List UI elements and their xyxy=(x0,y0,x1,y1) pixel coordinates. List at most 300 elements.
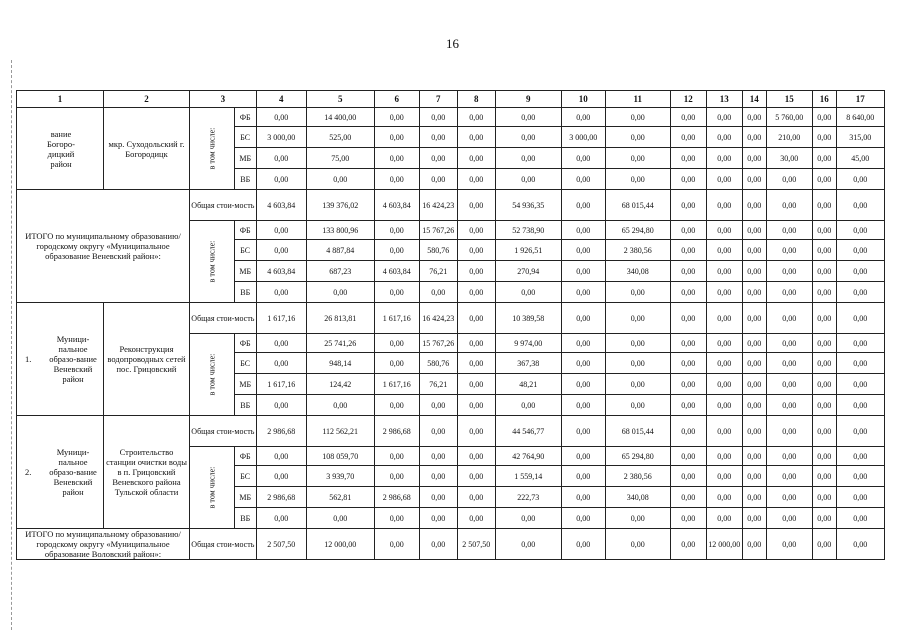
value-cell: 0,00 xyxy=(670,190,706,221)
value-cell: 8 640,00 xyxy=(836,108,884,127)
value-cell: 0,00 xyxy=(812,261,836,282)
value-cell: 0,00 xyxy=(457,148,495,169)
value-cell: 48,21 xyxy=(495,374,561,395)
value-cell: 0,00 xyxy=(706,353,742,374)
value-cell: 525,00 xyxy=(306,127,374,148)
fund-label: БС xyxy=(234,127,256,148)
column-number-13: 13 xyxy=(706,91,742,108)
value-cell: 0,00 xyxy=(605,127,670,148)
value-cell: 0,00 xyxy=(419,447,457,466)
value-cell: 0,00 xyxy=(742,447,766,466)
value-cell: 0,00 xyxy=(742,353,766,374)
value-cell: 76,21 xyxy=(419,374,457,395)
value-cell: 0,00 xyxy=(836,374,884,395)
value-cell: 76,21 xyxy=(419,261,457,282)
value-cell: 0,00 xyxy=(836,169,884,190)
value-cell: 2 507,50 xyxy=(256,529,306,560)
table-row xyxy=(17,416,885,447)
fund-label: БС xyxy=(234,240,256,261)
value-cell: 0,00 xyxy=(561,334,605,353)
value-cell: 0,00 xyxy=(742,221,766,240)
column-number-10: 10 xyxy=(561,91,605,108)
value-cell: 0,00 xyxy=(561,466,605,487)
value-cell: 0,00 xyxy=(706,190,742,221)
municipality-label: Муници-пальное образо-вание Веневский район xyxy=(49,447,97,497)
value-cell: 0,00 xyxy=(836,353,884,374)
value-cell: 0,00 xyxy=(419,282,457,303)
value-cell: 0,00 xyxy=(457,508,495,529)
value-cell: 0,00 xyxy=(374,353,419,374)
value-cell: 0,00 xyxy=(766,416,812,447)
column-number-12: 12 xyxy=(670,91,706,108)
value-cell: 0,00 xyxy=(561,374,605,395)
value-cell: 0,00 xyxy=(742,416,766,447)
value-cell: 112 562,21 xyxy=(306,416,374,447)
value-cell: 0,00 xyxy=(766,282,812,303)
value-cell: 210,00 xyxy=(766,127,812,148)
fund-label: ВБ xyxy=(234,282,256,303)
value-cell: 0,00 xyxy=(561,169,605,190)
value-cell: 0,00 xyxy=(605,395,670,416)
column-number-16: 16 xyxy=(812,91,836,108)
fund-label: МБ xyxy=(234,148,256,169)
value-cell: 2 380,56 xyxy=(605,466,670,487)
value-cell: 0,00 xyxy=(419,416,457,447)
value-cell: 0,00 xyxy=(561,261,605,282)
value-cell: 0,00 xyxy=(670,487,706,508)
value-cell: 42 764,90 xyxy=(495,447,561,466)
value-cell: 0,00 xyxy=(742,169,766,190)
value-cell: 30,00 xyxy=(766,148,812,169)
value-cell: 0,00 xyxy=(742,508,766,529)
value-cell: 0,00 xyxy=(605,334,670,353)
value-cell: 948,14 xyxy=(306,353,374,374)
column-number-2: 2 xyxy=(104,91,190,108)
value-cell: 0,00 xyxy=(457,169,495,190)
value-cell: 0,00 xyxy=(561,190,605,221)
value-cell: 0,00 xyxy=(706,240,742,261)
value-cell: 0,00 xyxy=(812,334,836,353)
value-cell: 0,00 xyxy=(812,353,836,374)
column-number-9: 9 xyxy=(495,91,561,108)
value-cell: 54 936,35 xyxy=(495,190,561,221)
value-cell: 0,00 xyxy=(374,221,419,240)
value-cell: 0,00 xyxy=(561,487,605,508)
column-number-4: 4 xyxy=(256,91,306,108)
table-row xyxy=(17,529,885,560)
value-cell: 0,00 xyxy=(670,374,706,395)
column-number-6: 6 xyxy=(374,91,419,108)
value-cell: 9 974,00 xyxy=(495,334,561,353)
value-cell: 0,00 xyxy=(670,221,706,240)
fund-label: БС xyxy=(234,353,256,374)
municipality-name xyxy=(17,108,104,190)
value-cell: 367,38 xyxy=(495,353,561,374)
value-cell: 0,00 xyxy=(419,508,457,529)
municipality-name xyxy=(17,303,104,416)
municipality-name xyxy=(17,416,104,529)
value-cell: 15 767,26 xyxy=(419,221,457,240)
value-cell: 0,00 xyxy=(706,169,742,190)
value-cell: 0,00 xyxy=(561,416,605,447)
value-cell: 108 059,70 xyxy=(306,447,374,466)
value-cell: 1 617,16 xyxy=(256,303,306,334)
value-cell: 0,00 xyxy=(419,529,457,560)
fund-label: ФБ xyxy=(234,447,256,466)
value-cell: 315,00 xyxy=(836,127,884,148)
value-cell: 14 400,00 xyxy=(306,108,374,127)
value-cell: 0,00 xyxy=(605,529,670,560)
value-cell: 0,00 xyxy=(374,508,419,529)
value-cell: 0,00 xyxy=(605,303,670,334)
section-total-title: ИТОГО по муниципальному образованию/ городскому округу «Муниципальное образование Воловский район»: xyxy=(17,529,190,560)
value-cell: 0,00 xyxy=(457,416,495,447)
value-cell: 0,00 xyxy=(256,148,306,169)
value-cell: 0,00 xyxy=(670,240,706,261)
value-cell: 0,00 xyxy=(742,127,766,148)
value-cell: 0,00 xyxy=(836,529,884,560)
value-cell: 0,00 xyxy=(256,334,306,353)
value-cell: 2 986,68 xyxy=(256,416,306,447)
value-cell: 0,00 xyxy=(812,148,836,169)
value-cell: 0,00 xyxy=(812,395,836,416)
total-cost-label: Общая стои-мость xyxy=(190,529,257,560)
value-cell: 0,00 xyxy=(766,190,812,221)
value-cell: 0,00 xyxy=(457,447,495,466)
value-cell: 68 015,44 xyxy=(605,190,670,221)
value-cell: 0,00 xyxy=(742,190,766,221)
value-cell: 562,81 xyxy=(306,487,374,508)
value-cell: 0,00 xyxy=(457,374,495,395)
value-cell: 4 603,84 xyxy=(374,261,419,282)
value-cell: 0,00 xyxy=(742,303,766,334)
fund-label: МБ xyxy=(234,374,256,395)
value-cell: 0,00 xyxy=(457,395,495,416)
value-cell: 0,00 xyxy=(561,395,605,416)
value-cell: 0,00 xyxy=(836,447,884,466)
value-cell: 0,00 xyxy=(306,282,374,303)
value-cell: 0,00 xyxy=(457,108,495,127)
value-cell: 0,00 xyxy=(706,416,742,447)
value-cell: 0,00 xyxy=(742,529,766,560)
value-cell: 65 294,80 xyxy=(605,447,670,466)
fund-label: ВБ xyxy=(234,508,256,529)
vertical-label-text: в том числе: xyxy=(207,466,217,509)
page-number: 16 xyxy=(446,36,459,51)
value-cell: 0,00 xyxy=(670,303,706,334)
column-number-5: 5 xyxy=(306,91,374,108)
value-cell: 5 760,00 xyxy=(766,108,812,127)
value-cell: 0,00 xyxy=(457,466,495,487)
row-number: 1. xyxy=(25,354,32,364)
value-cell: 0,00 xyxy=(766,447,812,466)
value-cell: 0,00 xyxy=(812,127,836,148)
value-cell: 0,00 xyxy=(256,508,306,529)
value-cell: 0,00 xyxy=(812,466,836,487)
value-cell: 15 767,26 xyxy=(419,334,457,353)
value-cell: 0,00 xyxy=(605,282,670,303)
value-cell: 2 986,68 xyxy=(256,487,306,508)
value-cell: 1 926,51 xyxy=(495,240,561,261)
value-cell: 0,00 xyxy=(812,374,836,395)
object-name: Реконструкция водопроводных сетей пос. Грицовский xyxy=(104,303,190,416)
value-cell: 1 617,16 xyxy=(256,374,306,395)
value-cell: 0,00 xyxy=(742,487,766,508)
table-header-row xyxy=(17,91,885,108)
value-cell: 0,00 xyxy=(419,395,457,416)
value-cell: 0,00 xyxy=(812,508,836,529)
value-cell: 0,00 xyxy=(374,395,419,416)
value-cell: 0,00 xyxy=(670,466,706,487)
fund-label: БС xyxy=(234,466,256,487)
value-cell: 0,00 xyxy=(374,447,419,466)
value-cell: 0,00 xyxy=(706,447,742,466)
value-cell: 68 015,44 xyxy=(605,416,670,447)
value-cell: 0,00 xyxy=(706,261,742,282)
value-cell: 0,00 xyxy=(374,127,419,148)
value-cell: 0,00 xyxy=(256,169,306,190)
value-cell: 340,08 xyxy=(605,261,670,282)
value-cell: 0,00 xyxy=(495,148,561,169)
value-cell: 0,00 xyxy=(766,261,812,282)
value-cell: 0,00 xyxy=(812,447,836,466)
value-cell: 0,00 xyxy=(670,261,706,282)
value-cell: 1 617,16 xyxy=(374,374,419,395)
value-cell: 0,00 xyxy=(836,282,884,303)
value-cell: 0,00 xyxy=(766,334,812,353)
value-cell: 0,00 xyxy=(836,416,884,447)
value-cell: 0,00 xyxy=(561,108,605,127)
table-row xyxy=(17,190,885,221)
vertical-label-text: в том числе: xyxy=(207,353,217,396)
column-number-3: 3 xyxy=(190,91,257,108)
value-cell: 0,00 xyxy=(836,240,884,261)
value-cell: 0,00 xyxy=(706,127,742,148)
value-cell: 0,00 xyxy=(495,529,561,560)
value-cell: 0,00 xyxy=(706,282,742,303)
value-cell: 0,00 xyxy=(457,334,495,353)
value-cell: 0,00 xyxy=(561,529,605,560)
value-cell: 0,00 xyxy=(742,148,766,169)
value-cell: 0,00 xyxy=(495,108,561,127)
municipality-label: вание Богоро-дицкий район xyxy=(47,128,75,169)
value-cell: 0,00 xyxy=(495,127,561,148)
value-cell: 0,00 xyxy=(836,190,884,221)
value-cell: 0,00 xyxy=(419,148,457,169)
table-row xyxy=(17,108,885,127)
value-cell: 0,00 xyxy=(457,240,495,261)
value-cell: 0,00 xyxy=(812,416,836,447)
value-cell: 0,00 xyxy=(836,466,884,487)
value-cell: 3 000,00 xyxy=(561,127,605,148)
binding-margin-line xyxy=(11,60,12,630)
value-cell: 0,00 xyxy=(836,334,884,353)
value-cell: 0,00 xyxy=(836,221,884,240)
value-cell: 0,00 xyxy=(306,395,374,416)
value-cell: 26 813,81 xyxy=(306,303,374,334)
value-cell: 16 424,23 xyxy=(419,303,457,334)
value-cell: 0,00 xyxy=(706,374,742,395)
value-cell: 0,00 xyxy=(256,221,306,240)
value-cell: 0,00 xyxy=(742,282,766,303)
vertical-label-in-total xyxy=(190,108,235,190)
column-number-15: 15 xyxy=(766,91,812,108)
value-cell: 45,00 xyxy=(836,148,884,169)
value-cell: 0,00 xyxy=(306,169,374,190)
value-cell: 0,00 xyxy=(457,282,495,303)
column-number-7: 7 xyxy=(419,91,457,108)
total-cost-label: Общая стои-мость xyxy=(190,303,257,334)
value-cell: 75,00 xyxy=(306,148,374,169)
object-name: мкр. Суходольский г. Богородицк xyxy=(104,108,190,190)
value-cell: 12 000,00 xyxy=(706,529,742,560)
value-cell: 0,00 xyxy=(812,169,836,190)
value-cell: 0,00 xyxy=(706,148,742,169)
value-cell: 0,00 xyxy=(561,221,605,240)
value-cell: 0,00 xyxy=(706,303,742,334)
column-number-8: 8 xyxy=(457,91,495,108)
value-cell: 0,00 xyxy=(836,395,884,416)
value-cell: 0,00 xyxy=(836,303,884,334)
value-cell: 0,00 xyxy=(706,334,742,353)
value-cell: 0,00 xyxy=(706,487,742,508)
row-number: 2. xyxy=(25,467,32,477)
value-cell: 0,00 xyxy=(742,334,766,353)
value-cell: 4 603,84 xyxy=(256,261,306,282)
value-cell: 0,00 xyxy=(706,508,742,529)
value-cell: 0,00 xyxy=(419,487,457,508)
value-cell: 340,08 xyxy=(605,487,670,508)
value-cell: 2 380,56 xyxy=(605,240,670,261)
value-cell: 0,00 xyxy=(457,127,495,148)
value-cell: 133 800,96 xyxy=(306,221,374,240)
fund-label: ФБ xyxy=(234,108,256,127)
value-cell: 0,00 xyxy=(766,487,812,508)
value-cell: 0,00 xyxy=(457,261,495,282)
value-cell: 0,00 xyxy=(812,529,836,560)
value-cell: 0,00 xyxy=(605,353,670,374)
value-cell: 0,00 xyxy=(605,148,670,169)
value-cell: 0,00 xyxy=(374,282,419,303)
value-cell: 0,00 xyxy=(742,395,766,416)
value-cell: 10 389,58 xyxy=(495,303,561,334)
value-cell: 0,00 xyxy=(457,487,495,508)
value-cell: 4 603,84 xyxy=(374,190,419,221)
value-cell: 0,00 xyxy=(670,148,706,169)
value-cell: 1 559,14 xyxy=(495,466,561,487)
value-cell: 0,00 xyxy=(561,447,605,466)
value-cell: 0,00 xyxy=(419,466,457,487)
value-cell: 0,00 xyxy=(670,447,706,466)
value-cell: 0,00 xyxy=(256,395,306,416)
value-cell: 52 738,90 xyxy=(495,221,561,240)
value-cell: 0,00 xyxy=(419,169,457,190)
value-cell: 0,00 xyxy=(374,169,419,190)
object-name: Строительство станции очистки воды в п. Грицовский Веневского района Тульской области xyxy=(104,416,190,529)
value-cell: 16 424,23 xyxy=(419,190,457,221)
value-cell: 0,00 xyxy=(374,334,419,353)
value-cell: 687,23 xyxy=(306,261,374,282)
value-cell: 0,00 xyxy=(836,508,884,529)
value-cell: 0,00 xyxy=(256,353,306,374)
value-cell: 0,00 xyxy=(812,108,836,127)
value-cell: 4 887,84 xyxy=(306,240,374,261)
value-cell: 0,00 xyxy=(605,169,670,190)
value-cell: 0,00 xyxy=(742,108,766,127)
column-number-17: 17 xyxy=(836,91,884,108)
value-cell: 0,00 xyxy=(561,148,605,169)
value-cell: 222,73 xyxy=(495,487,561,508)
value-cell: 270,94 xyxy=(495,261,561,282)
column-number-11: 11 xyxy=(605,91,670,108)
value-cell: 65 294,80 xyxy=(605,221,670,240)
value-cell: 0,00 xyxy=(706,395,742,416)
value-cell: 0,00 xyxy=(561,303,605,334)
fund-label: МБ xyxy=(234,261,256,282)
value-cell: 0,00 xyxy=(670,108,706,127)
total-cost-label: Общая стои-мость xyxy=(190,190,257,221)
value-cell: 0,00 xyxy=(495,395,561,416)
value-cell: 0,00 xyxy=(374,148,419,169)
value-cell: 0,00 xyxy=(256,240,306,261)
value-cell: 3 939,70 xyxy=(306,466,374,487)
value-cell: 139 376,02 xyxy=(306,190,374,221)
table-row xyxy=(17,303,885,334)
value-cell: 2 507,50 xyxy=(457,529,495,560)
value-cell: 0,00 xyxy=(812,240,836,261)
fund-label: ФБ xyxy=(234,334,256,353)
value-cell: 0,00 xyxy=(766,169,812,190)
value-cell: 0,00 xyxy=(457,221,495,240)
value-cell: 0,00 xyxy=(812,190,836,221)
value-cell: 0,00 xyxy=(605,108,670,127)
value-cell: 0,00 xyxy=(374,240,419,261)
value-cell: 0,00 xyxy=(670,282,706,303)
vertical-label-text: в том числе: xyxy=(207,127,217,170)
value-cell: 0,00 xyxy=(812,487,836,508)
column-number-14: 14 xyxy=(742,91,766,108)
value-cell: 4 603,84 xyxy=(256,190,306,221)
vertical-label-in-total xyxy=(190,334,235,416)
value-cell: 0,00 xyxy=(374,108,419,127)
value-cell: 0,00 xyxy=(256,282,306,303)
value-cell: 0,00 xyxy=(495,282,561,303)
value-cell: 2 986,68 xyxy=(374,487,419,508)
value-cell: 0,00 xyxy=(766,508,812,529)
value-cell: 0,00 xyxy=(766,529,812,560)
value-cell: 44 546,77 xyxy=(495,416,561,447)
value-cell: 0,00 xyxy=(256,447,306,466)
value-cell: 0,00 xyxy=(670,416,706,447)
vertical-label-in-total xyxy=(190,447,235,529)
value-cell: 0,00 xyxy=(605,374,670,395)
value-cell: 0,00 xyxy=(706,466,742,487)
fund-label: ФБ xyxy=(234,221,256,240)
value-cell: 0,00 xyxy=(812,303,836,334)
value-cell: 0,00 xyxy=(766,221,812,240)
vertical-label-in-total xyxy=(190,221,235,303)
budget-table xyxy=(16,90,885,560)
value-cell: 0,00 xyxy=(670,334,706,353)
total-cost-label: Общая стои-мость xyxy=(190,416,257,447)
value-cell: 0,00 xyxy=(419,127,457,148)
value-cell: 0,00 xyxy=(742,374,766,395)
value-cell: 0,00 xyxy=(812,282,836,303)
value-cell: 580,76 xyxy=(419,240,457,261)
value-cell: 0,00 xyxy=(670,395,706,416)
value-cell: 3 000,00 xyxy=(256,127,306,148)
value-cell: 0,00 xyxy=(706,108,742,127)
